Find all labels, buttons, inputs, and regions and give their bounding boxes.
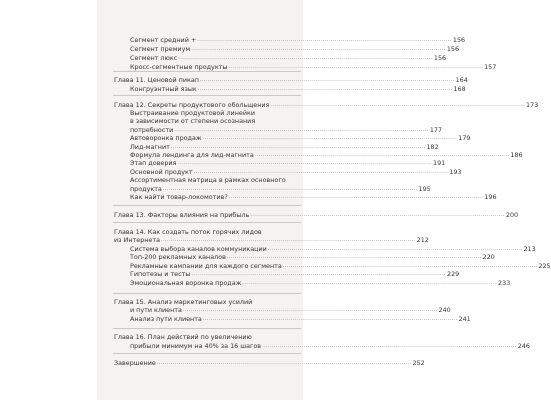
toc-entry-page: 173 xyxy=(526,101,539,109)
toc-entry-page: 241 xyxy=(458,315,471,323)
toc-entry xyxy=(114,76,468,84)
section-divider xyxy=(113,328,301,329)
toc-entry-page: 191 xyxy=(433,159,446,167)
toc-entry xyxy=(114,236,429,244)
toc-entry-title: Ассортиментная матрица в рамках основного xyxy=(130,176,286,184)
toc-entry xyxy=(130,342,530,350)
leader-dots xyxy=(178,54,433,62)
toc-entry xyxy=(130,270,460,278)
toc-entry-title: Автоворонка продаж xyxy=(130,134,202,142)
toc-entry-title: Завершение xyxy=(114,359,156,367)
toc-entry-title: прибыли минимум на 40% за 16 шагов xyxy=(130,342,262,350)
toc-entry-page: 196 xyxy=(484,193,497,201)
leader-dots xyxy=(183,306,438,314)
toc-entry xyxy=(114,211,519,219)
toc-entry-title: Лид-магнит xyxy=(130,143,170,151)
toc-entry-title: Формула лендинга для лид-магнита xyxy=(130,151,254,159)
toc-entry-page: 240 xyxy=(438,306,451,314)
toc-entry-page: 156 xyxy=(446,45,460,53)
toc-entry-page: 229 xyxy=(447,270,460,278)
toc-entry xyxy=(130,159,446,167)
leader-dots xyxy=(270,101,525,109)
toc-entry xyxy=(130,253,495,261)
toc-entry-title: Глава 16. План действий по увеличению xyxy=(114,333,252,341)
toc-entry-page: 186 xyxy=(510,151,523,159)
toc-entry-title: Глава 13. Факторы влияния на прибыль xyxy=(114,211,250,219)
leader-dots xyxy=(171,143,426,151)
toc-entry xyxy=(130,45,460,53)
toc-entry-title: Глава 11. Ценовой пикап xyxy=(114,76,199,84)
toc-entry-title: Глава 15. Анализ маркетинговых усилий xyxy=(114,298,253,306)
toc-entry-page: 182 xyxy=(426,143,439,151)
toc-entry xyxy=(130,134,471,142)
toc-entry-page: 220 xyxy=(482,253,495,261)
toc-entry-title: Как найти товар-локомотив? xyxy=(130,193,228,201)
toc-entry-page: 200 xyxy=(505,211,519,219)
leader-dots xyxy=(174,126,429,134)
toc-entry xyxy=(130,306,451,314)
leader-dots xyxy=(191,45,446,53)
toc-entry xyxy=(130,54,447,62)
leader-dots xyxy=(227,253,482,261)
toc-entry-page: 252 xyxy=(412,359,425,367)
leader-dots xyxy=(262,342,517,350)
section-divider xyxy=(113,205,301,206)
toc-entry xyxy=(114,101,539,109)
toc-entry-title: Система выбора каналов коммуникации xyxy=(130,245,267,253)
toc-entry xyxy=(130,143,439,151)
toc-entry-page: 156 xyxy=(452,36,466,44)
toc-entry-page: 156 xyxy=(433,54,447,62)
toc-entry-title: Гипотезы и тесты xyxy=(130,270,191,278)
toc-entry-title: Сегмент средний + xyxy=(130,36,197,44)
toc-entry-page: 233 xyxy=(498,279,511,287)
toc-entry xyxy=(130,193,497,201)
leader-dots xyxy=(229,193,484,201)
leader-dots xyxy=(242,279,497,287)
toc-entry-title: Глава 14. Как создать поток горячих лидов xyxy=(114,228,262,236)
toc-entry xyxy=(114,359,425,367)
toc-entry-title: из Интернета xyxy=(114,236,161,244)
toc-entry-page: 195 xyxy=(418,185,431,193)
leader-dots xyxy=(283,262,538,270)
toc-entry xyxy=(130,185,431,193)
section-divider xyxy=(113,353,301,354)
leader-dots xyxy=(161,236,416,244)
toc-entry xyxy=(130,63,497,71)
toc-entry-page: 193 xyxy=(449,168,462,176)
book-page xyxy=(97,0,551,400)
toc-entry-page: 225 xyxy=(538,262,551,270)
toc-entry xyxy=(130,126,443,134)
toc-entry-title: Глава 12. Секреты продуктового обольщения xyxy=(114,101,270,109)
toc-entry-title: Основной продукт xyxy=(130,168,193,176)
toc-entry-page: 212 xyxy=(416,236,429,244)
section-divider xyxy=(113,71,301,72)
toc-entry-page: 164 xyxy=(455,76,468,84)
toc-entry xyxy=(130,315,471,323)
leader-dots xyxy=(157,359,412,367)
toc-entry-title: Кросс-сегментные продукты xyxy=(130,63,228,71)
toc-entry-title: потребности xyxy=(130,126,174,134)
leader-dots xyxy=(203,134,458,142)
toc-entry-title: Эмоциональная воронка продаж xyxy=(130,279,242,287)
leader-dots xyxy=(268,245,523,253)
toc-entry xyxy=(130,151,523,159)
leader-dots xyxy=(250,211,505,219)
toc-entry xyxy=(130,85,466,93)
section-divider xyxy=(113,222,301,223)
section-divider xyxy=(113,95,301,96)
toc-entry-title: Выстраивание продуктовой линейки xyxy=(130,109,255,117)
toc-entry-page: 179 xyxy=(458,134,471,142)
toc-entry-title: Этап доверия xyxy=(130,159,177,167)
toc-entry-title: Сегмент премиум xyxy=(130,45,191,53)
leader-dots xyxy=(255,151,510,159)
leader-dots xyxy=(197,36,452,44)
toc-entry-page: 246 xyxy=(517,342,530,350)
toc-entry xyxy=(130,245,536,253)
toc-entry xyxy=(130,279,511,287)
toc-entry-title: Анализ пути клиента xyxy=(130,315,202,323)
toc-entry-page: 213 xyxy=(523,245,536,253)
toc-entry-title: Конгруэнтный язык xyxy=(130,85,197,93)
leader-dots xyxy=(177,159,432,167)
toc-entry-title: продукта xyxy=(130,185,162,193)
leader-dots xyxy=(191,270,446,278)
leader-dots xyxy=(198,85,453,93)
toc-entry-page: 168 xyxy=(453,85,466,93)
toc-entry-title: Сегмент люкс xyxy=(130,54,178,62)
toc-entry-page: 157 xyxy=(484,63,497,71)
toc-entry xyxy=(130,36,466,44)
toc-entry-title: Рекламные кампании для каждого сегмента xyxy=(130,262,282,270)
leader-dots xyxy=(163,185,418,193)
leader-dots xyxy=(200,76,455,84)
toc-entry-title: в зависимости от степени осознания xyxy=(130,117,256,125)
section-divider xyxy=(113,293,301,294)
toc-entry-title: и пути клиента xyxy=(130,306,182,314)
leader-dots xyxy=(194,168,449,176)
toc-entry xyxy=(130,168,462,176)
toc-entry xyxy=(130,262,551,270)
toc-entry-title: Топ-200 рекламных каналов xyxy=(130,253,226,261)
leader-dots xyxy=(228,63,483,71)
toc-entry-page: 177 xyxy=(429,126,443,134)
leader-dots xyxy=(203,315,458,323)
